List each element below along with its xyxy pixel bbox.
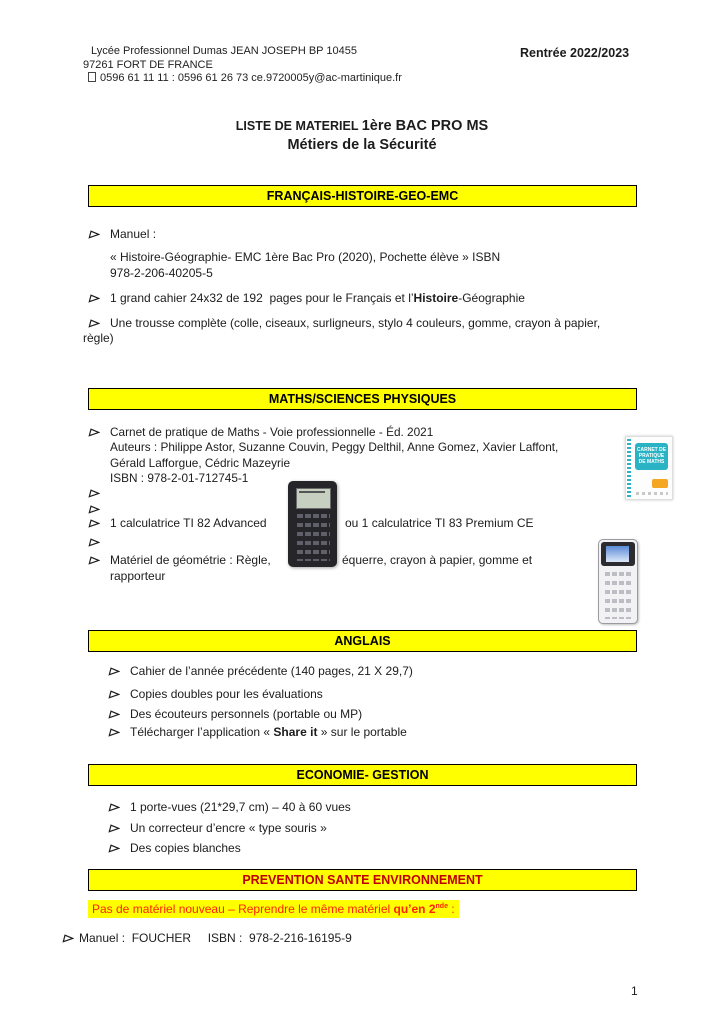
section-banner-economie: ECONOMIE- GESTION	[88, 764, 637, 786]
list-item-cahier-annee	[108, 664, 413, 679]
item-text: Matériel de géométrie : Règle,	[110, 553, 271, 567]
geometrie-suite-text: équerre, crayon à papier, gomme et	[342, 553, 533, 567]
prevention-notice	[88, 900, 459, 918]
school-name: Lycée Professionnel Dumas JEAN JOSEPH BP 10455	[91, 45, 357, 57]
bullet-arrow-icon	[88, 428, 100, 437]
ti82-calculator-image	[288, 481, 337, 567]
item-text: 1 porte-vues (21*29,7 cm) – 40 à 60 vues	[130, 800, 351, 814]
bullet-arrow-icon	[88, 538, 100, 547]
item-text: Cahier de l’année précédente (140 pages, 21 X 29,7)	[130, 664, 413, 678]
bullet-arrow-icon	[88, 319, 100, 328]
school-contact-line	[83, 72, 402, 86]
empty-bullet	[88, 535, 110, 547]
phone-icon	[88, 72, 96, 82]
geometrie-line2: rapporteur	[110, 569, 166, 583]
bullet-arrow-icon	[108, 690, 120, 699]
ti83-keypad	[603, 572, 633, 619]
list-item-porte-vues	[108, 800, 351, 815]
list-item-geometrie	[88, 553, 271, 568]
carnet-line2: Auteurs : Philippe Astor, Suzanne Couvin, Peggy Delthil, Anne Gomez, Xavier Laffont,	[110, 440, 559, 455]
school-year-label: Rentrée 2022/2023	[520, 46, 630, 60]
section-banner-anglais: ANGLAIS	[88, 630, 637, 652]
prevention-notice-text: Pas de matériel nouveau – Reprendre le même matériel qu’en 2nde :	[88, 900, 459, 918]
title-line-2: Métiers de la Sécurité	[287, 137, 437, 153]
item-text: Manuel : FOUCHER ISBN : 978-2-216-16195-9	[79, 931, 352, 945]
title-class: 1ère BAC PRO MS	[361, 118, 489, 134]
section-banner-prevention: PREVENTION SANTE ENVIRONNEMENT	[88, 869, 637, 891]
list-item-manuel	[88, 227, 156, 242]
book-spiral-binding	[627, 439, 631, 497]
bullet-arrow-icon	[108, 824, 120, 833]
item-text: Manuel :	[110, 227, 157, 241]
list-item-trousse	[83, 316, 663, 346]
carnet-line3: Gérald Lafforgue, Cédric Mazeyrie	[110, 455, 291, 470]
empty-bullet	[88, 502, 110, 514]
list-item-correcteur	[108, 821, 327, 836]
document-title	[0, 117, 724, 153]
page-number: 1	[631, 984, 638, 998]
list-item-calculatrice	[88, 516, 267, 531]
ti83-top-panel	[601, 542, 635, 566]
bullet-arrow-icon	[108, 844, 120, 853]
school-city: 97261 FORT DE FRANCE	[83, 58, 213, 71]
bullet-arrow-icon	[88, 505, 100, 514]
item-text: Copies doubles pour les évaluations	[130, 687, 323, 701]
book-cover-detail	[636, 492, 668, 495]
bullet-arrow-icon	[108, 667, 120, 676]
list-item-ecouteurs	[108, 707, 362, 722]
list-item-carnet-maths	[88, 425, 558, 486]
manuel-reference	[110, 249, 500, 281]
item-text-block	[110, 425, 558, 486]
list-item-share-it	[108, 725, 407, 740]
ti83-calculator-image	[598, 539, 638, 624]
item-text: 1 calculatrice TI 82 Advanced	[110, 516, 267, 530]
bullet-arrow-icon	[88, 519, 100, 528]
list-item-copies-blanches	[108, 841, 241, 856]
bullet-arrow-icon	[88, 294, 100, 303]
bullet-arrow-icon	[88, 556, 100, 565]
section-banner-francais: FRANÇAIS-HISTOIRE-GEO-EMC	[88, 185, 637, 207]
ti82-screen	[296, 488, 331, 509]
bullet-arrow-icon	[108, 710, 120, 719]
section-banner-maths: MATHS/SCIENCES PHYSIQUES	[88, 388, 637, 410]
bullet-arrow-icon	[88, 230, 100, 239]
item-text: Télécharger l’application « Share it » sur le portable	[130, 725, 407, 739]
bullet-arrow-icon	[88, 489, 100, 498]
list-item-cahier	[88, 291, 525, 306]
title-prefix: LISTE DE MATERIEL	[235, 119, 362, 133]
item-text: Des écouteurs personnels (portable ou MP)	[130, 707, 363, 721]
item-text-line2: règle)	[83, 331, 114, 345]
bullet-arrow-icon	[62, 934, 74, 943]
empty-bullet	[88, 486, 110, 498]
bullet-arrow-icon	[108, 803, 120, 812]
list-item-copies-doubles	[108, 687, 323, 702]
book-cover-orange-shape	[652, 479, 668, 488]
school-contact-text: 0596 61 11 11 : 0596 61 26 73 ce.9720005y@ac-martinique.fr	[100, 72, 402, 84]
book-cover-title: CARNET DE PRATIQUE DE MATHS	[635, 443, 668, 470]
ti82-keypad	[295, 514, 330, 561]
list-item-manuel-foucher	[62, 931, 352, 946]
manuel-reference-line1: « Histoire-Géographie- EMC 1ère Bac Pro (2020), Pochette élève » ISBN	[110, 250, 501, 264]
maths-book-cover-image	[625, 436, 673, 500]
ti83-screen	[606, 546, 629, 562]
manuel-reference-line2: 978-2-206-40205-5	[110, 266, 213, 280]
item-text: 1 grand cahier 24x32 de 192 pages pour le Français et l’Histoire-Géographie	[110, 291, 525, 305]
calculatrice-alternative-text: ou 1 calculatrice TI 83 Premium CE	[345, 516, 534, 530]
bullet-arrow-icon	[108, 728, 120, 737]
carnet-line4: ISBN : 978-2-01-712745-1	[110, 470, 249, 485]
school-address-block	[83, 45, 402, 86]
title-line-1	[0, 117, 724, 135]
item-text: Des copies blanches	[130, 841, 241, 855]
item-text-line1: Une trousse complète (colle, ciseaux, surligneurs, stylo 4 couleurs, gomme, crayon à papier,	[110, 316, 601, 330]
item-text: Un correcteur d’encre « type souris »	[130, 821, 327, 835]
carnet-line1: Carnet de pratique de Maths - Voie professionnelle - Éd. 2021	[110, 425, 434, 439]
